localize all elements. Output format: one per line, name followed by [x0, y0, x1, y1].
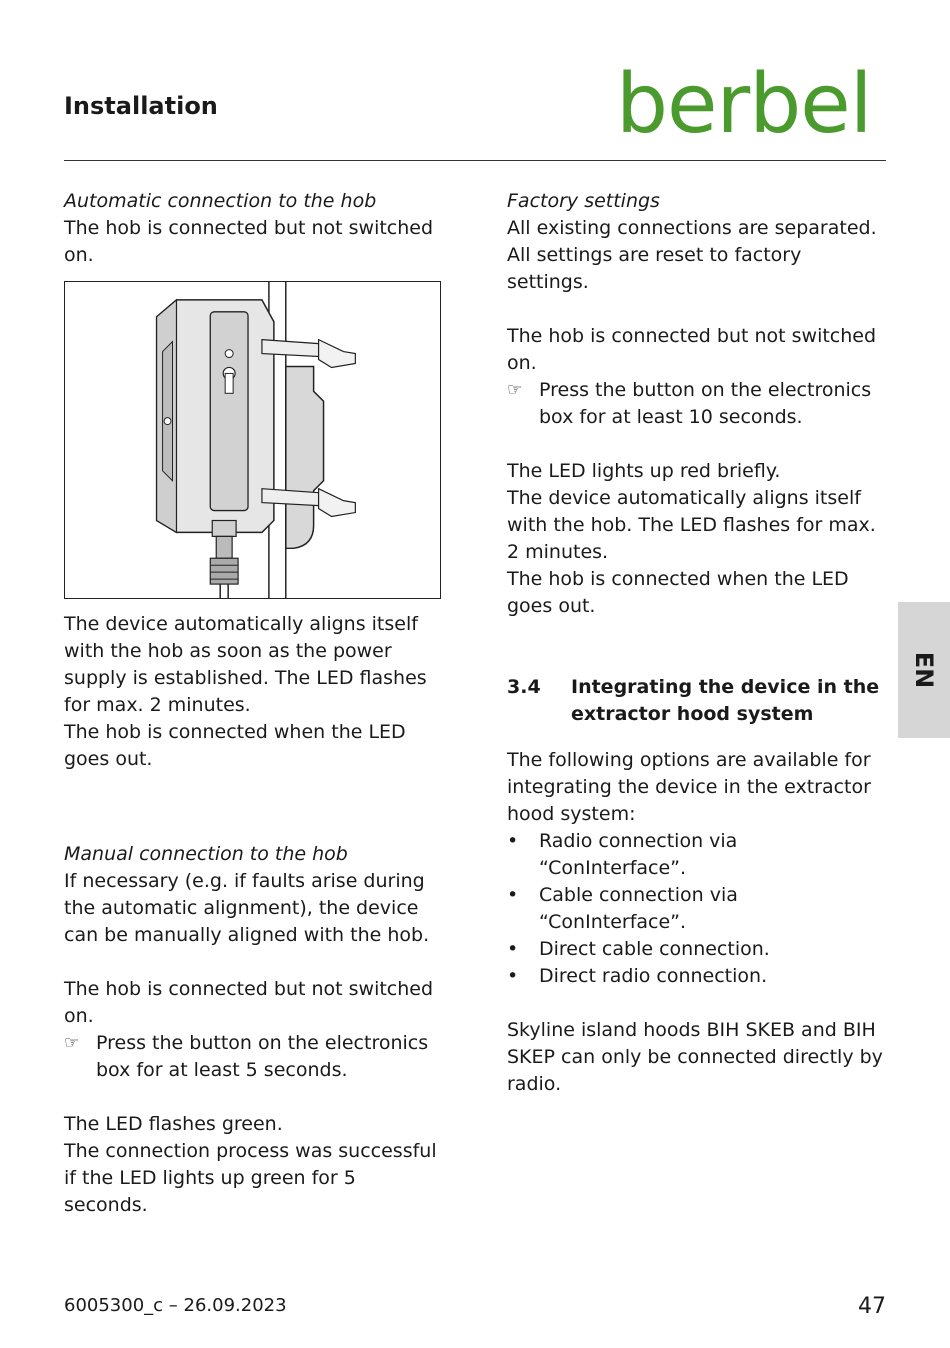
bullet-dot-icon: • [507, 830, 519, 852]
option-item: • Cable connection via “ConInterface”. [507, 884, 738, 933]
page-number: 47 [858, 1294, 886, 1319]
manual-connection-step [64, 1030, 444, 1084]
option-item: • Direct cable connection. [507, 936, 887, 963]
header-divider [64, 160, 886, 161]
manual-result-1: The LED flashes green. [64, 1113, 283, 1135]
pointing-hand-icon: ☞ [64, 1033, 80, 1053]
factory-result-2: The device automatically aligns itself with the hob. The LED flashes for max. 2 minutes. [507, 487, 876, 563]
section-number: 3.4 [507, 676, 541, 698]
factory-settings-step [507, 377, 887, 431]
manual-step-text: Press the button on the electronics box for at least 5 seconds. [96, 1032, 429, 1081]
language-tab-label: EN [910, 651, 938, 689]
electronics-box-icon [65, 282, 440, 598]
manual-result-2: The connection process was successful if the LED lights up green for 5 seconds. [64, 1140, 437, 1216]
factory-settings-heading: Factory settings [507, 190, 660, 212]
factory-settings-intro: All existing connections are separated. All settings are reset to factory settings. [507, 217, 877, 293]
bullet-dot-icon: • [507, 938, 519, 960]
factory-step-text: Press the button on the electronics box for at least 10 seconds. [539, 379, 872, 428]
section-intro: The following options are available for integrating the device in the extractor hood system: [507, 749, 871, 825]
manual-connection-heading: Manual connection to the hob [64, 843, 348, 865]
section-heading [507, 674, 887, 728]
factory-result-3: The hob is connected when the LED goes out. [507, 568, 849, 617]
section-header-title: Installation [64, 92, 218, 120]
bullet-dot-icon: • [507, 965, 519, 987]
electronics-box-illustration [64, 281, 441, 599]
option-item: • Radio connection via “ConInterface”. [507, 830, 738, 879]
skyline-note: Skyline island hoods BIH SKEB and BIH SKEP can only be connected directly by radio. [507, 1019, 883, 1095]
option-item: • Direct radio connection. [507, 963, 887, 990]
bullet-dot-icon: • [507, 884, 519, 906]
auto-connection-intro: The hob is connected but not switched on. [64, 217, 434, 266]
auto-connection-body-2: The hob is connected when the LED goes out. [64, 721, 406, 770]
factory-settings-state: The hob is connected but not switched on. [507, 325, 877, 374]
auto-connection-heading: Automatic connection to the hob [64, 190, 377, 212]
manual-connection-state: The hob is connected but not switched on. [64, 978, 434, 1027]
section-title: Integrating the device in the extractor hood system [571, 676, 880, 725]
document-id: 6005300_c – 26.09.2023 [64, 1295, 287, 1316]
auto-connection-body-1: The device automatically aligns itself with the hob as soon as the power supply is established. The LED flashes for max. 2 minutes. [64, 613, 427, 716]
factory-result-1: The LED lights up red briefly. [507, 460, 781, 482]
berbel-logo: berbel [616, 57, 872, 152]
manual-connection-intro: If necessary (e.g. if faults arise during the automatic alignment), the device can be manually aligned with the hob. [64, 870, 430, 946]
right-column [507, 188, 887, 1098]
left-column [64, 188, 444, 1219]
language-tab [898, 602, 950, 738]
pointing-hand-icon: ☞ [507, 380, 523, 400]
